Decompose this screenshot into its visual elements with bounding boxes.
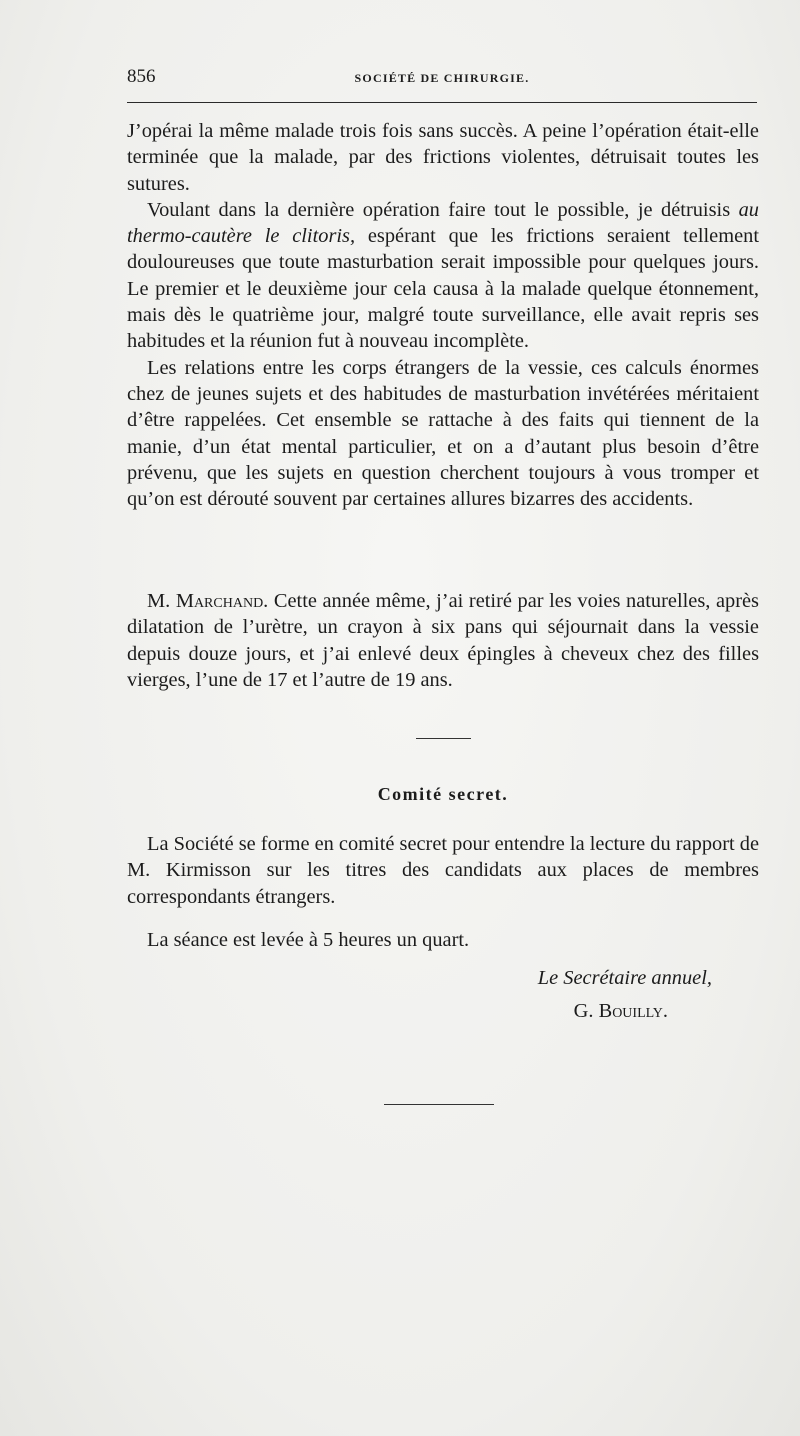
committee-text: [127, 831, 759, 910]
paragraph-4-text: Cette année même, j’ai retiré par les voies naturelles, après dilatation de l’urètre, un crayon à six pans qui séjournait dans la vessie depuis douze jours, et j’ai enlevé deux épingles à cheveux chez des filles vierges, l’une de 17 et l’autre de 19 ans.: [127, 590, 759, 691]
end-divider: [384, 1104, 494, 1105]
marchand-remark: [127, 588, 759, 693]
paragraph-2-start: Voulant dans la dernière opération faire tout le possible, je détruisis: [147, 198, 739, 221]
signature-role-text: Le Secrétaire annuel,: [537, 967, 712, 989]
section-heading: Comité secret.: [377, 784, 509, 804]
running-title: SOCIÉTÉ DE CHIRURGIE.: [354, 71, 530, 85]
closing-paragraph: La séance est levée à 5 heures un quart.: [147, 929, 470, 951]
closing-text: [127, 927, 759, 953]
section-divider: [416, 738, 471, 739]
paragraph-2-end: espérant que les frictions seraient tellement douloureuses que toute masturbation serait impossible pour quelques jours. Le premier et le deuxième jour cela causa à la malade quelque étonnement, mais dès le quatrième jour, malgré toute surveillance, elle avait repris ses habitudes et la réunion fut à nouveau incomplète.: [127, 225, 759, 353]
committee-paragraph: La Société se forme en comité secret pour entendre la lecture du rapport de M. Kirmisson sur les titres des candidats aux places de membres correspondants étrangers.: [127, 833, 760, 908]
running-head: [127, 66, 757, 90]
paragraph-2: [127, 197, 759, 355]
paragraph-1: J’opérai la même malade trois fois sans succès. A peine l’opération était-elle terminée que la malade, par des frictions violentes, détruisait toutes les sutures.: [127, 120, 759, 195]
paragraph-3: Les relations entre les corps étrangers de la vessie, ces calculs énormes chez de jeunes sujets et des habitudes de masturbation invétérées méritaient d’être rappelées. Cet ensemble se rattache à des faits qui tiennent de la manie, d’un état mental particulier, et on a d’autant plus besoin d’être prévenu, que les sujets en question cherchent toujours à vous tromper et qu’on est dérouté souvent par certaines allures bizarres des accidents.: [127, 356, 759, 511]
paragraph-4: [127, 588, 759, 693]
signature-role: [538, 967, 712, 990]
page-number: 856: [127, 66, 156, 87]
header-rule: [127, 102, 757, 103]
speaker-name: M. Marchand.: [147, 590, 269, 612]
main-text: [127, 118, 759, 512]
signature-name: [574, 1000, 668, 1023]
signature-name-text: G. Bouilly.: [573, 1000, 668, 1022]
paragraph-2-italic: au thermo-cautère le clitoris,: [127, 198, 759, 248]
